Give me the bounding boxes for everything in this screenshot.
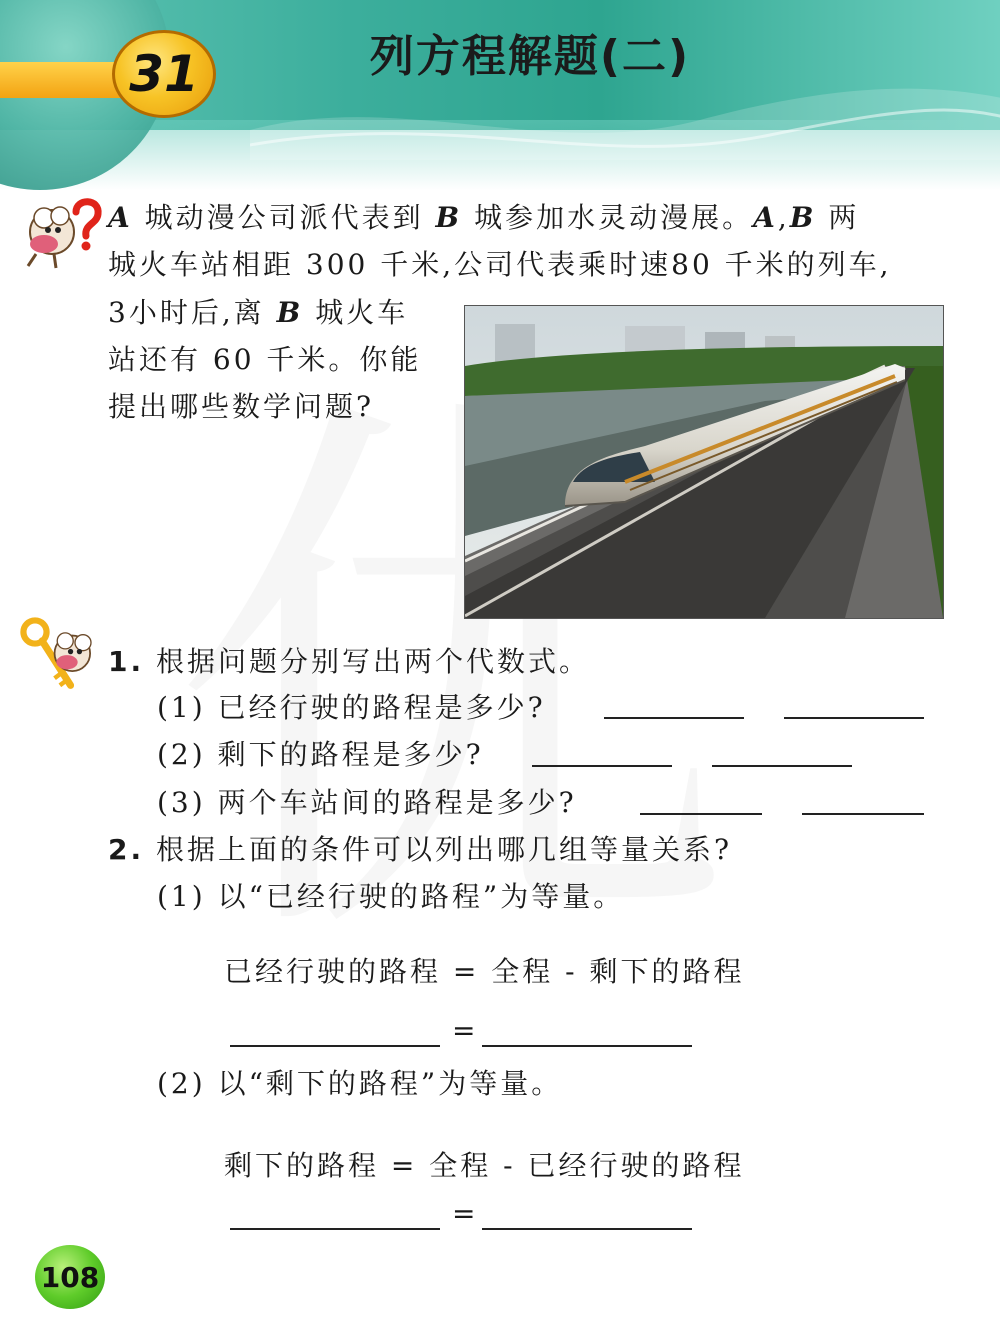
question-2 (108, 828, 732, 868)
intro-line-4: 站还有 60 千米。你能 (108, 343, 422, 376)
question-1-2 (157, 733, 484, 773)
answer-blank[interactable] (784, 717, 924, 719)
answer-blank[interactable] (230, 1228, 440, 1230)
sub-question-text: 以“已经行驶的路程”为等量。 (217, 880, 625, 913)
question-2-2 (157, 1062, 562, 1102)
question-text: 根据问题分别写出两个代数式。 (156, 645, 591, 678)
answer-blank[interactable] (640, 813, 762, 815)
equals-sign: = (452, 1197, 476, 1230)
question-1-3 (157, 781, 577, 821)
equals-sign: = (452, 1014, 476, 1047)
answer-blank[interactable] (532, 765, 672, 767)
question-number: 2. (108, 833, 145, 866)
intro-text: , (777, 201, 790, 234)
intro-line-5: 提出哪些数学问题? (108, 390, 375, 423)
page-header (0, 0, 1000, 190)
sub-question-text: 剩下的路程是多少? (217, 738, 484, 771)
answer-blank[interactable] (482, 1045, 692, 1047)
city-a-label: A (108, 201, 133, 234)
answer-blank[interactable] (802, 813, 924, 815)
page-number-badge: 108 (35, 1245, 105, 1309)
city-b-label: B (789, 201, 817, 234)
equation-1: 已经行驶的路程 = 全程 - 剩下的路程 (224, 955, 745, 988)
sub-question-text: 已经行驶的路程是多少? (217, 691, 546, 724)
question-number: 1. (108, 645, 145, 678)
maglev-train-photo (464, 305, 944, 619)
lesson-number-badge: 31 (112, 30, 216, 118)
sub-question-number: (2) (157, 1067, 206, 1100)
sub-question-number: (3) (157, 786, 206, 819)
page-title: 列方程解题(二) (369, 31, 691, 82)
intro-line-1 (108, 194, 958, 241)
question-mascot-icon (14, 192, 104, 272)
answer-blank[interactable] (712, 765, 852, 767)
question-2-1 (157, 875, 624, 915)
question-1-1 (157, 686, 546, 726)
key-mascot-icon (14, 616, 104, 696)
intro-lines-3-5 (108, 289, 453, 430)
question-text: 根据上面的条件可以列出哪几组等量关系? (156, 833, 733, 866)
intro-text: 3小时后,离 (108, 296, 277, 329)
intro-line-3 (108, 289, 453, 336)
city-b-label: B (435, 201, 463, 234)
train-illustration (465, 306, 943, 618)
sub-question-text: 两个车站间的路程是多少? (217, 786, 577, 819)
intro-text: 两 (816, 201, 860, 234)
sub-question-number: (2) (157, 738, 206, 771)
intro-line-2: 城火车站相距 300 千米,公司代表乘时速80 千米的列车, (108, 248, 892, 281)
city-a-label: A (753, 201, 778, 234)
answer-blank[interactable] (604, 717, 744, 719)
question-1 (108, 640, 590, 680)
equation-2: 剩下的路程 = 全程 - 已经行驶的路程 (224, 1149, 745, 1182)
answer-blank[interactable] (230, 1045, 440, 1047)
answer-blank[interactable] (482, 1228, 692, 1230)
sub-question-number: (1) (157, 880, 206, 913)
city-b-label: B (276, 296, 304, 329)
sub-question-number: (1) (157, 691, 206, 724)
sub-question-text: 以“剩下的路程”为等量。 (217, 1067, 563, 1100)
intro-text: 城参加水灵动漫展。 (462, 201, 754, 234)
intro-text: 城动漫公司派代表到 (132, 201, 436, 234)
intro-text: 城火车 (303, 296, 409, 329)
